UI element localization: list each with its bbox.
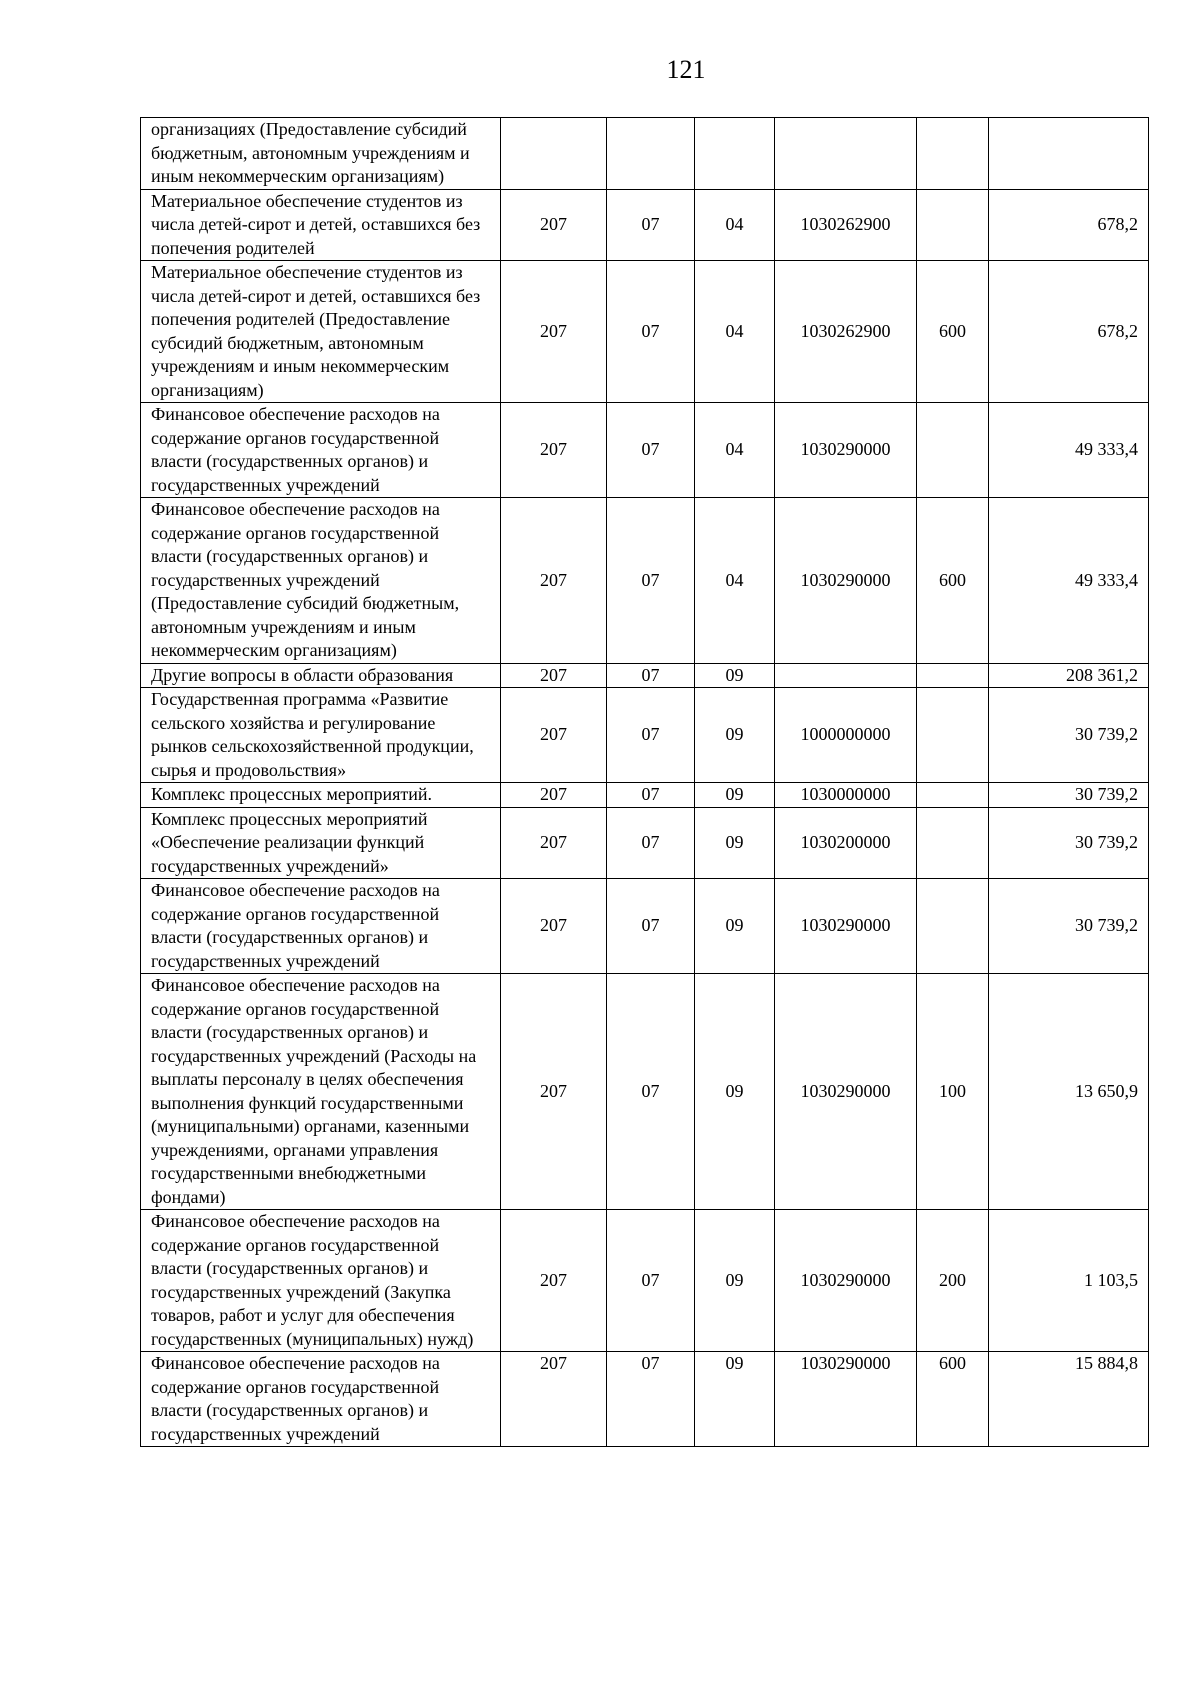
row-grbs: 207 xyxy=(501,879,607,974)
row-name: Финансовое обеспечение расходов на содержание органов государственной власти (государственных органов) и государственных учреждений (Предоставление субсидий бюджетным, автономным учреждениям и иным некоммерческим организациям) xyxy=(141,498,501,664)
row-expense-type xyxy=(917,783,989,808)
table-row xyxy=(141,974,1149,1210)
row-grbs: 207 xyxy=(501,663,607,688)
row-amount: 49 333,4 xyxy=(989,403,1149,498)
table-row xyxy=(141,498,1149,664)
row-name: Финансовое обеспечение расходов на содержание органов государственной власти (государственных органов) и государственных учреждений xyxy=(141,403,501,498)
row-target-article: 1030290000 xyxy=(775,1352,917,1447)
row-target-article: 1030290000 xyxy=(775,879,917,974)
row-amount: 30 739,2 xyxy=(989,783,1149,808)
row-name: Другие вопросы в области образования xyxy=(141,663,501,688)
row-target-article: 1030290000 xyxy=(775,498,917,664)
row-section: 07 xyxy=(607,688,695,783)
row-expense-type xyxy=(917,663,989,688)
table-row xyxy=(141,189,1149,261)
row-name: Финансовое обеспечение расходов на содержание органов государственной власти (государственных органов) и государственных учреждений xyxy=(141,879,501,974)
table-row xyxy=(141,1352,1149,1447)
row-section: 07 xyxy=(607,1210,695,1352)
row-subsection: 09 xyxy=(695,807,775,879)
row-grbs: 207 xyxy=(501,1352,607,1447)
row-target-article: 1030290000 xyxy=(775,1210,917,1352)
row-subsection: 04 xyxy=(695,403,775,498)
row-section: 07 xyxy=(607,261,695,403)
row-grbs: 207 xyxy=(501,261,607,403)
row-target-article: 1030262900 xyxy=(775,189,917,261)
row-target-article: 1030290000 xyxy=(775,403,917,498)
row-grbs: 207 xyxy=(501,807,607,879)
row-name: Комплекс процессных мероприятий «Обеспечение реализации функций государственных учреждений» xyxy=(141,807,501,879)
row-amount: 49 333,4 xyxy=(989,498,1149,664)
row-subsection: 04 xyxy=(695,189,775,261)
row-amount: 1 103,5 xyxy=(989,1210,1149,1352)
row-section: 07 xyxy=(607,807,695,879)
row-name: Финансовое обеспечение расходов на содержание органов государственной власти (государственных органов) и государственных учреждений (Расходы на выплаты персоналу в целях обеспечения выполнения функций государственными (муниципальными) органами, казенными учреждениями, органами управления государственными внебюджетными фондами) xyxy=(141,974,501,1210)
row-name: Финансовое обеспечение расходов на содержание органов государственной власти (государственных органов) и государственных учреждений (Закупка товаров, работ и услуг для обеспечения государственных (муниципальных) нужд) xyxy=(141,1210,501,1352)
row-expense-type: 600 xyxy=(917,498,989,664)
row-grbs: 207 xyxy=(501,1210,607,1352)
row-expense-type xyxy=(917,403,989,498)
row-grbs xyxy=(501,118,607,190)
row-target-article: 1030200000 xyxy=(775,807,917,879)
row-subsection: 09 xyxy=(695,1210,775,1352)
row-subsection: 09 xyxy=(695,783,775,808)
table-row xyxy=(141,1210,1149,1352)
table-row xyxy=(141,663,1149,688)
row-name: Комплекс процессных мероприятий. xyxy=(141,783,501,808)
row-amount: 678,2 xyxy=(989,261,1149,403)
row-subsection: 09 xyxy=(695,663,775,688)
row-subsection: 09 xyxy=(695,1352,775,1447)
row-subsection xyxy=(695,118,775,190)
row-amount: 30 739,2 xyxy=(989,688,1149,783)
table-row xyxy=(141,261,1149,403)
row-section: 07 xyxy=(607,879,695,974)
budget-table xyxy=(140,117,1149,1447)
budget-table-body xyxy=(141,118,1149,1447)
row-section: 07 xyxy=(607,1352,695,1447)
row-expense-type: 600 xyxy=(917,261,989,403)
row-amount: 15 884,8 xyxy=(989,1352,1149,1447)
row-grbs: 207 xyxy=(501,498,607,664)
row-target-article xyxy=(775,663,917,688)
table-row xyxy=(141,807,1149,879)
row-name: организациях (Предоставление субсидий бюджетным, автономным учреждениям и иным некоммерческим организациям) xyxy=(141,118,501,190)
row-expense-type: 600 xyxy=(917,1352,989,1447)
row-section: 07 xyxy=(607,498,695,664)
row-subsection: 04 xyxy=(695,261,775,403)
row-amount: 678,2 xyxy=(989,189,1149,261)
table-row xyxy=(141,688,1149,783)
row-expense-type: 100 xyxy=(917,974,989,1210)
row-target-article: 1030290000 xyxy=(775,974,917,1210)
row-grbs: 207 xyxy=(501,403,607,498)
row-expense-type xyxy=(917,118,989,190)
row-subsection: 04 xyxy=(695,498,775,664)
row-target-article: 1030262900 xyxy=(775,261,917,403)
row-expense-type xyxy=(917,189,989,261)
table-row xyxy=(141,783,1149,808)
page-number: 121 xyxy=(666,55,706,84)
row-grbs: 207 xyxy=(501,783,607,808)
row-section: 07 xyxy=(607,783,695,808)
row-grbs: 207 xyxy=(501,189,607,261)
table-row xyxy=(141,879,1149,974)
row-section: 07 xyxy=(607,189,695,261)
row-target-article: 1000000000 xyxy=(775,688,917,783)
row-amount: 13 650,9 xyxy=(989,974,1149,1210)
row-subsection: 09 xyxy=(695,879,775,974)
row-grbs: 207 xyxy=(501,688,607,783)
row-amount xyxy=(989,118,1149,190)
row-expense-type xyxy=(917,879,989,974)
row-expense-type xyxy=(917,807,989,879)
row-amount: 30 739,2 xyxy=(989,807,1149,879)
row-amount: 30 739,2 xyxy=(989,879,1149,974)
row-target-article: 1030000000 xyxy=(775,783,917,808)
row-expense-type xyxy=(917,688,989,783)
table-row xyxy=(141,403,1149,498)
row-section: 07 xyxy=(607,663,695,688)
row-target-article xyxy=(775,118,917,190)
row-section: 07 xyxy=(607,974,695,1210)
row-section: 07 xyxy=(607,403,695,498)
row-subsection: 09 xyxy=(695,974,775,1210)
row-grbs: 207 xyxy=(501,974,607,1210)
row-expense-type: 200 xyxy=(917,1210,989,1352)
row-section xyxy=(607,118,695,190)
row-name: Государственная программа «Развитие сельского хозяйства и регулирование рынков сельскохозяйственной продукции, сырья и продовольствия» xyxy=(141,688,501,783)
row-subsection: 09 xyxy=(695,688,775,783)
table-row xyxy=(141,118,1149,190)
row-name: Материальное обеспечение студентов из числа детей-сирот и детей, оставшихся без попечения родителей xyxy=(141,189,501,261)
row-amount: 208 361,2 xyxy=(989,663,1149,688)
row-name: Материальное обеспечение студентов из числа детей-сирот и детей, оставшихся без попечения родителей (Предоставление субсидий бюджетным, автономным учреждениям и иным некоммерческим организациям) xyxy=(141,261,501,403)
row-name: Финансовое обеспечение расходов на содержание органов государственной власти (государственных органов) и государственных учреждений xyxy=(141,1352,501,1447)
